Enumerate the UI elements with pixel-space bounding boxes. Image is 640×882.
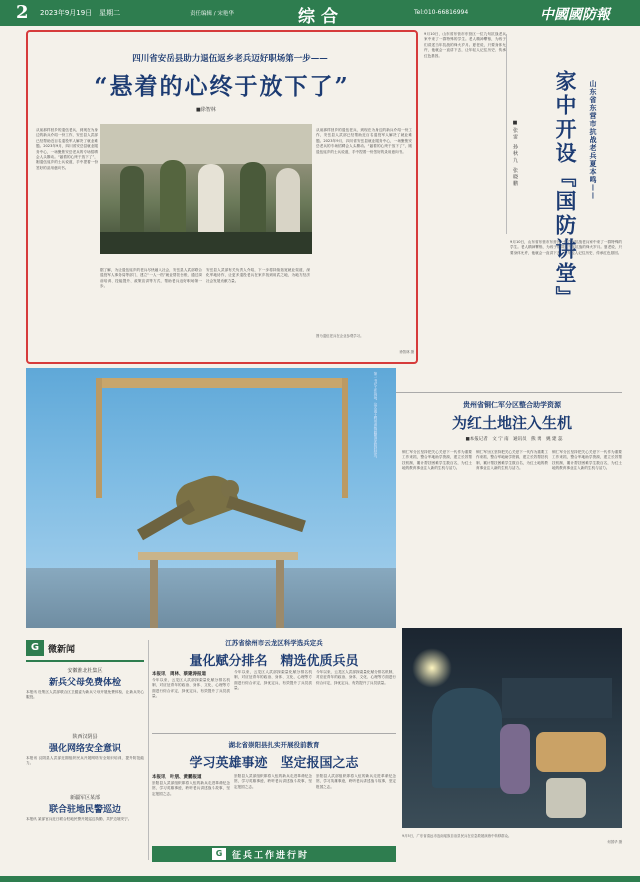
lead-byline: ■徐智林: [196, 107, 216, 113]
lead-caption: 图为退伍老兵在企业参观学习。: [316, 334, 364, 338]
lead-photo: [100, 124, 312, 254]
rescue-caption: 9月5日，广东省清远市连南瑶族自治县民兵在应急救援演练中转移群众。: [402, 834, 512, 838]
guizhou-body-3: 铜仁军分区坚持把关心关爱下一代作为重要工作来抓，整合军地助学资源，建立长效帮扶机制，累计帮扶困难学生数百名，为红土地的教育事业注入新的生机与活力。: [552, 450, 622, 471]
hubei-byline: 本报讯 叶朋、黄鹏报道: [152, 775, 202, 780]
jiangsu-kicker: 江苏省徐州市云龙区科学选兵定兵: [225, 639, 323, 647]
brief-item-3-body: 本报讯 某部官兵近日联合驻地民警开展巡边执勤，共护边境安宁。: [26, 817, 132, 821]
footer-banner: [152, 846, 396, 862]
right-column-byline: ■ 张 雷 孙 秋 九 张 晓 鹏: [512, 120, 518, 186]
lead-body-mid: 据了解，为让退伍返乡的老兵尽快融入社会，安岳县人武部联合退役军人事务局等部门，建立“一人一档”就业帮扶台账，通过岗前培训、技能提升、政策宣讲等方式，帮助老兵迈好职场第一步。: [100, 268, 202, 289]
brief-divider: [148, 640, 149, 860]
lead-body-right: 从前那样回乡的退伍老兵，到现在为身边的新兵介绍一份工作，安岳县人武部已经帮助近百名退役军人解决了就业难题。2023年9月，四川省安岳县就业服务中心，一场聚焦安岳老兵的专场招聘会人头攒动。“悬着的心终于放下了”，刚退伍返乡的士兵说道，手中捏着一份签好的录用意向书。: [316, 128, 412, 154]
news-brief-header: [26, 640, 144, 656]
mid-divider: [152, 733, 396, 734]
right-column-body: 9月10日，山东省东营市东营区一位九旬抗战老兵家中来了一群特殊的学生。老人精神矍铄，为孩子们讲述当年抗战的烽火岁月。夏老说，只要身体允许，他就会一直讲下去，让年轻人记住历史、传承红色基因。: [424, 32, 506, 58]
lead-kicker: 四川省安岳县助力退伍返乡老兵迈好职场第一步——: [132, 54, 328, 64]
soldier-photo-caption: 第一书记工作现场。这名战士利用训练间隙讲述驻村经历。: [373, 372, 377, 461]
bottom-rule: [0, 876, 640, 882]
hubei-body-2: 崇阳县人武部组织即将入伍的新兵走进革命纪念馆，学习英雄事迹，聆听老兵讲述战斗故事，坚定报国之志。: [234, 774, 312, 789]
hubei-body-3: 崇阳县人武部组织即将入伍的新兵走进革命纪念馆，学习英雄事迹，聆听老兵讲述战斗故事，坚定报国之志。: [316, 774, 396, 789]
guizhou-kicker: 贵州省铜仁军分区整合助学资源: [463, 400, 561, 409]
lead-body-mid2: 安岳县人武部有关负责人介绍，下一步将持续拓宽就业渠道，深化军地协作，让更多退役老兵在家乡找到用武之地，为地方经济社会发展贡献力量。: [206, 268, 310, 283]
issue-date: 2023年9月19日 星期二: [40, 9, 121, 17]
right-column-divider: [506, 34, 507, 234]
footer-title: 征兵工作进行时: [232, 851, 310, 861]
lead-body-left: 从前那样回乡的退伍老兵，到现在为身边的新兵介绍一份工作，安岳县人武部已经帮助近百名退役军人解决了就业难题。2023年9月，四川省安岳县就业服务中心，一场聚焦安岳老兵的专场招聘会人头攒动。“悬着的心终于放下了”，刚退伍返乡的士兵说道，手中捏着一份签好的录用意向书。: [36, 128, 98, 170]
jiangsu-body-1: 今年以来，云龙区人武部探索量化赋分排名机制，对应征青年的政治、身体、文化、心理等方面进行综合评定，择优定兵，有效提升了兵员质量。: [152, 678, 230, 699]
footer-icon: G: [212, 848, 226, 860]
news-brief-rule: [26, 660, 144, 662]
jiangsu-body-2: 今年以来，云龙区人武部探索量化赋分排名机制，对应征青年的政治、身体、文化、心理等方面进行综合评定，择优定兵，有效提升了兵员质量。: [234, 670, 312, 691]
right-column-body-2: 9月10日，山东省东营市东营区一位九旬抗战老兵家中来了一群特殊的学生。老人精神矍铄，为孩子们讲述当年抗战的烽火岁月。夏老说，只要身体允许，他就会一直讲下去，让年轻人记住历史、传承红色基因。: [510, 240, 622, 255]
editors: 责任编辑 / 宋艳华: [190, 11, 234, 17]
masthead: [0, 0, 640, 26]
brief-item-2-body: 本报讯 汉阴县人武部近期组织民兵开展网络安全知识培训，提升防范能力。: [26, 756, 144, 766]
guizhou-byline: ■本报记者 文 宁 南 通讯员 熊 勇 姚 建 蕊: [465, 437, 563, 442]
hubei-kicker: 湖北省崇阳县扎实开展役前教育: [228, 741, 320, 749]
brief-item-2-org: 陕西汉阴县: [72, 734, 98, 740]
brief-item-2-title: 强化网络安全意识: [48, 744, 121, 754]
hubei-body-1: 崇阳县人武部组织即将入伍的新兵走进革命纪念馆，学习英雄事迹，聆听老兵讲述战斗故事，坚定报国之志。: [152, 781, 230, 796]
news-brief-icon: G: [26, 640, 44, 656]
brief-item-1-title: 新兵父母免费体检: [48, 678, 121, 688]
guizhou-body-2: 铜仁军分区坚持把关心关爱下一代作为重要工作来抓，整合军地助学资源，建立长效帮扶机制，累计帮扶困难学生数百名，为红土地的教育事业注入新的生机与活力。: [476, 450, 548, 471]
brief-item-3-title: 联合驻地民警巡边: [48, 805, 121, 815]
brief-item-1-org: 安徽淮北杜集区: [67, 668, 103, 674]
right-column-subtitle: 山东省东营市抗战老兵夏本鸣——: [589, 80, 598, 200]
rescue-photo: [402, 628, 622, 828]
news-brief-label: 微新闻: [48, 645, 76, 655]
guizhou-headline: 为红土地注入生机: [451, 414, 572, 432]
lead-headline: “悬着的心终于放下了”: [94, 73, 350, 100]
jiangsu-byline: 本报讯 周林、蔡建涛报道: [152, 672, 206, 677]
hubei-headline: 学习英雄事迹 坚定报国之志: [189, 756, 359, 771]
newspaper-logo: 中國國防報: [540, 7, 610, 23]
rescue-credit: 何国华 摄: [607, 840, 622, 844]
section-title: 综合: [298, 7, 344, 27]
jiangsu-body-3: 今年以来，云龙区人武部探索量化赋分排名机制，对应征青年的政治、身体、文化、心理等方面进行综合评定，择优定兵，有效提升了兵员质量。: [316, 670, 396, 685]
right-column-title: 家中开设『国防讲堂』: [553, 70, 578, 310]
phone: Tel:010-66816994: [414, 9, 469, 16]
page-number: 2: [16, 2, 29, 23]
soldier-photo: [26, 368, 396, 628]
jiangsu-headline: 量化赋分排名 精选优质兵员: [189, 654, 359, 669]
brief-item-3-org: 新疆军区某部: [69, 795, 100, 801]
brief-item-1-body: 本报讯 杜集区人武部联合区卫健委为新兵父母开展免费体检，让新兵安心服役。: [26, 690, 144, 700]
lead-credit: 徐智林 摄: [399, 350, 414, 354]
guizhou-body-1: 铜仁军分区坚持把关心关爱下一代作为重要工作来抓，整合军地助学资源，建立长效帮扶机制，累计帮扶困难学生数百名，为红土地的教育事业注入新的生机与活力。: [402, 450, 472, 471]
